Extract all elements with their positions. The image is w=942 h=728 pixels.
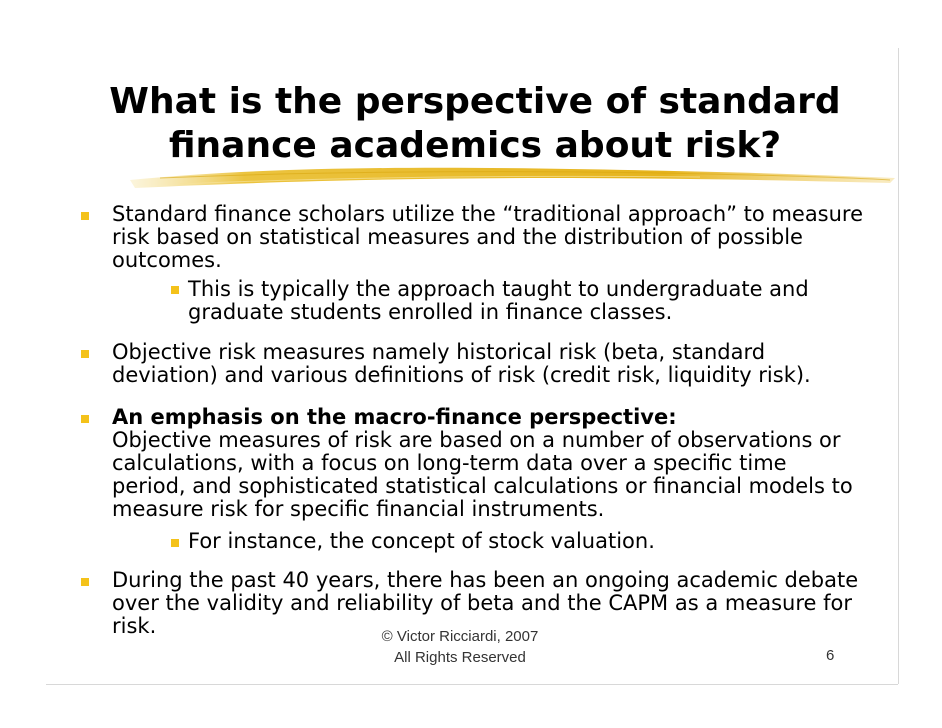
- bullet-marker: [81, 415, 89, 423]
- bullet-line: calculations, with a focus on long-term data over a specific time: [112, 451, 787, 475]
- frame-bottom-border: [46, 684, 898, 685]
- bullet-item: [112, 341, 811, 387]
- sub-bullet-marker: [171, 286, 179, 294]
- bullet-line: outcomes.: [112, 248, 222, 272]
- slide-title: [100, 80, 850, 168]
- sub-bullet-marker: [171, 539, 179, 547]
- title-line-2: finance academics about risk?: [168, 125, 782, 166]
- bullet-line: measure risk for specific financial instruments.: [112, 497, 605, 521]
- bullet-line: period, and sophisticated statistical calculations or financial models to: [112, 474, 853, 498]
- sub-bullet-item: [188, 530, 655, 553]
- frame-right-border: [898, 48, 899, 684]
- page-number: 6: [826, 647, 835, 664]
- sub-bullet-line: For instance, the concept of stock valuation.: [188, 529, 655, 553]
- bullet-heading: An emphasis on the macro-finance perspective:: [112, 405, 677, 429]
- bullet-line: over the validity and reliability of beta and the CAPM as a measure for: [112, 591, 853, 615]
- bullet-line: Standard finance scholars utilize the “traditional approach” to measure: [112, 202, 864, 226]
- bullet-line: During the past 40 years, there has been an ongoing academic debate: [112, 568, 859, 592]
- sub-bullet-line: graduate students enrolled in finance classes.: [188, 300, 673, 324]
- bullet-item: [112, 203, 863, 272]
- bullet-line: deviation) and various definitions of risk (credit risk, liquidity risk).: [112, 363, 811, 387]
- bullet-marker: [81, 578, 89, 586]
- bullet-line: Objective risk measures namely historical risk (beta, standard: [112, 340, 766, 364]
- bullet-line: risk.: [112, 614, 157, 638]
- bullet-item: [112, 406, 853, 521]
- bullet-line: risk based on statistical measures and the distribution of possible: [112, 225, 803, 249]
- footer-copyright: [330, 626, 590, 668]
- copyright-text: © Victor Ricciardi, 2007: [381, 628, 539, 645]
- bullet-marker: [81, 212, 89, 220]
- bullet-line: Objective measures of risk are based on a number of observations or: [112, 428, 841, 452]
- sub-bullet-line: This is typically the approach taught to undergraduate and: [188, 277, 809, 301]
- title-line-1: What is the perspective of standard: [109, 81, 841, 122]
- brush-stroke-underline: [100, 160, 900, 190]
- sub-bullet-item: [188, 278, 809, 324]
- rights-text: All Rights Reserved: [394, 649, 526, 666]
- bullet-marker: [81, 350, 89, 358]
